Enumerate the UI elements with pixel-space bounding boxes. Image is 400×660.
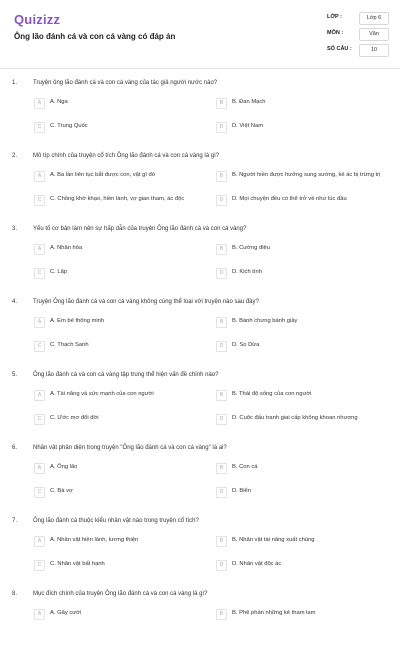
option-letter-box: B	[216, 98, 227, 109]
option-text: C. Ước mơ đổi đời	[50, 415, 99, 421]
answer-option[interactable]	[216, 171, 384, 185]
worksheet-meta	[327, 12, 391, 60]
option-text: B. Thái độ sống của con người	[232, 391, 312, 397]
option-text: C. Thạch Sanh	[50, 342, 89, 348]
option-letter-box: D	[216, 268, 227, 279]
answer-option[interactable]	[34, 609, 202, 623]
question-item	[0, 76, 400, 149]
answer-option[interactable]	[216, 244, 384, 258]
question-item	[0, 587, 400, 660]
option-letter-box: C	[34, 414, 45, 425]
question-text: Truyện Ông lão đánh cá và con cá vàng không cùng thể loại với truyện nào sau đây?	[33, 299, 259, 305]
quizizz-logo[interactable]: Quizizz	[14, 12, 61, 27]
option-text: B. Bánh chưng bánh giầy	[232, 318, 298, 324]
answer-option[interactable]	[34, 195, 202, 209]
option-text: C. Chồng khờ khạo, hiền lành, vợ gian tham, ác độc	[50, 196, 185, 202]
option-letter-box: A	[34, 171, 45, 182]
answer-option[interactable]	[216, 487, 384, 501]
answer-option[interactable]	[34, 268, 202, 282]
option-letter-box: B	[216, 536, 227, 547]
answer-option[interactable]	[34, 414, 202, 428]
question-item	[0, 149, 400, 222]
answer-option[interactable]	[216, 195, 384, 209]
question-item	[0, 295, 400, 368]
meta-label: SỐ CÂU :	[327, 46, 352, 52]
question-number: 7.	[12, 518, 18, 524]
option-text: B. Phê phán những kẻ tham lam	[232, 610, 316, 616]
option-letter-box: A	[34, 317, 45, 328]
answer-option[interactable]	[216, 609, 384, 623]
meta-label: LỚP :	[327, 14, 342, 20]
question-number: 3.	[12, 226, 18, 232]
answer-option[interactable]	[216, 317, 384, 331]
option-text: A. Ông lão	[50, 464, 78, 470]
header-divider	[0, 68, 400, 69]
answer-option[interactable]	[34, 560, 202, 574]
option-text: C. Bà vợ	[50, 488, 73, 494]
option-letter-box: C	[34, 122, 45, 133]
option-text: D. Nhân vật độc ác	[232, 561, 282, 567]
option-text: B. Cường điệu	[232, 245, 270, 251]
option-text: A. Tài năng và sức mạnh của con người	[50, 391, 154, 397]
worksheet-header	[0, 0, 400, 70]
option-text: A. Ba lần liên tục bắt được con, vật gì đó	[50, 172, 156, 178]
option-letter-box: D	[216, 414, 227, 425]
question-item	[0, 514, 400, 587]
option-text: A. Nhân vật hiền lành, lương thiện	[50, 537, 139, 543]
option-letter-box: C	[34, 560, 45, 571]
answer-option[interactable]	[34, 463, 202, 477]
answer-option[interactable]	[216, 390, 384, 404]
option-text: B. Con cá	[232, 464, 258, 470]
answer-option[interactable]	[34, 98, 202, 112]
question-text: Nhân vật phản diện trong truyện "Ông lão đánh cá và con cá vàng" là ai?	[33, 445, 227, 451]
option-text: B. Đan Mạch	[232, 99, 266, 105]
question-text: Mục đích chính của truyện Ông lão đánh cá và con cá vàng là gì?	[33, 591, 208, 597]
option-text: D. Kịch tính	[232, 269, 262, 275]
option-text: C. Trung Quốc	[50, 123, 88, 129]
option-letter-box: A	[34, 536, 45, 547]
option-text: D. Biển	[232, 488, 252, 494]
option-text: C. Lặp	[50, 269, 68, 275]
option-text: A. Nga	[50, 99, 68, 105]
question-number: 4.	[12, 299, 18, 305]
question-number: 1.	[12, 80, 18, 86]
answer-option[interactable]	[216, 98, 384, 112]
answer-option[interactable]	[34, 341, 202, 355]
answer-option[interactable]	[216, 414, 384, 428]
question-text: Ông lão đánh cá thuộc kiểu nhân vật nào trong truyện cổ tích?	[33, 518, 199, 524]
answer-option[interactable]	[216, 560, 384, 574]
answer-option[interactable]	[216, 268, 384, 282]
option-text: D. Mọi chuyện đều có thể trở về như lúc đầu	[232, 196, 347, 202]
question-item	[0, 368, 400, 441]
option-letter-box: C	[34, 195, 45, 206]
meta-value: 10	[359, 44, 389, 57]
option-letter-box: A	[34, 609, 45, 620]
question-text: Ông lão đánh cá và con cá vàng tập trung thể hiện vấn đề chính nào?	[33, 372, 219, 378]
option-letter-box: D	[216, 122, 227, 133]
option-letter-box: D	[216, 560, 227, 571]
option-text: B. Người hiền được hưởng sung sướng, kẻ ác bị trừng trị	[232, 172, 381, 178]
option-letter-box: B	[216, 609, 227, 620]
option-letter-box: A	[34, 98, 45, 109]
option-text: C. Nhân vật bất hạnh	[50, 561, 105, 567]
option-letter-box: C	[34, 341, 45, 352]
page-title: Ông lão đánh cá và con cá vàng có đáp án	[14, 32, 176, 41]
meta-row-question-count	[327, 44, 391, 60]
answer-option[interactable]	[34, 244, 202, 258]
question-number: 2.	[12, 153, 18, 159]
question-text: Yếu tố cơ bản làm nên sự hấp dẫn của truyện Ông lão đánh cá và con cá vàng?	[33, 226, 247, 232]
answer-option[interactable]	[34, 317, 202, 331]
option-letter-box: D	[216, 341, 227, 352]
option-text: D. Sọ Dừa	[232, 342, 260, 348]
option-letter-box: A	[34, 244, 45, 255]
option-letter-box: A	[34, 390, 45, 401]
option-letter-box: D	[216, 487, 227, 498]
option-text: D. Cuộc đấu tranh giai cấp không khoan nhượng	[232, 415, 358, 421]
question-item	[0, 441, 400, 514]
option-text: B. Nhân vật tài năng xuất chúng	[232, 537, 315, 543]
option-text: A. Em bé thông minh	[50, 318, 105, 324]
answer-option[interactable]	[34, 487, 202, 501]
option-letter-box: C	[34, 268, 45, 279]
option-text: A. Nhân hóa	[50, 245, 83, 251]
meta-row-subject	[327, 28, 391, 44]
question-list	[0, 76, 400, 660]
question-text: Truyện ông lão đánh cá và con cá vàng của tác giả người nước nào?	[33, 80, 218, 86]
meta-value: Lớp 6	[359, 12, 389, 25]
question-number: 5.	[12, 372, 18, 378]
answer-option[interactable]	[216, 463, 384, 477]
answer-option[interactable]	[216, 536, 384, 550]
answer-option[interactable]	[34, 390, 202, 404]
option-letter-box: B	[216, 244, 227, 255]
option-text: A. Gây cười	[50, 610, 82, 616]
option-letter-box: D	[216, 195, 227, 206]
answer-option[interactable]	[34, 536, 202, 550]
question-number: 8.	[12, 591, 18, 597]
option-letter-box: B	[216, 463, 227, 474]
option-text: D. Việt Nam	[232, 123, 264, 129]
option-letter-box: B	[216, 171, 227, 182]
meta-row-grade	[327, 12, 391, 28]
answer-option[interactable]	[34, 122, 202, 136]
question-number: 6.	[12, 445, 18, 451]
option-letter-box: B	[216, 317, 227, 328]
answer-option[interactable]	[216, 122, 384, 136]
answer-option[interactable]	[216, 341, 384, 355]
option-letter-box: B	[216, 390, 227, 401]
meta-value: Văn	[359, 28, 389, 41]
question-text: Mô típ chính của truyện cổ tích Ông lão đánh cá và con cá vàng là gì?	[33, 153, 220, 159]
answer-option[interactable]	[34, 171, 202, 185]
question-item	[0, 222, 400, 295]
option-letter-box: A	[34, 463, 45, 474]
meta-label: MÔN :	[327, 30, 344, 36]
option-letter-box: C	[34, 487, 45, 498]
